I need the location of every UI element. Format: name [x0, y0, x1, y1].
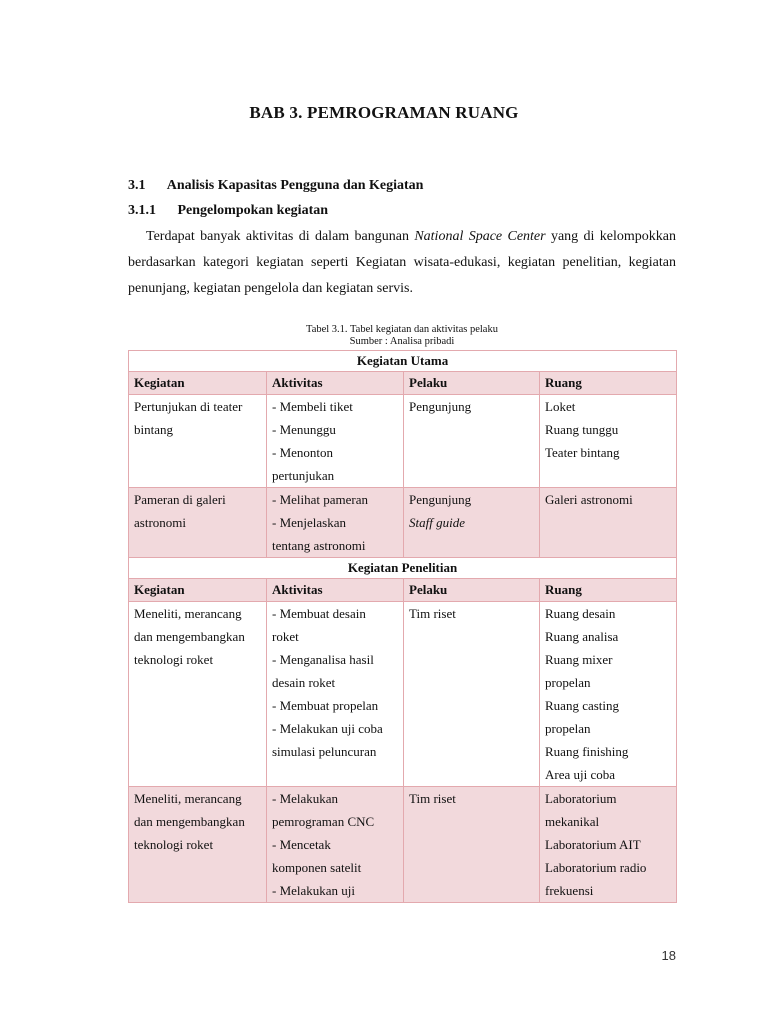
cell-line: Ruang analisa: [545, 629, 619, 644]
column-header: Ruang: [540, 372, 677, 395]
table-caption: [128, 324, 676, 348]
cell-line: pertunjukan: [272, 468, 335, 483]
cell-line: Ruang mixer: [545, 652, 613, 667]
cell-line: frekuensi: [545, 883, 594, 898]
cell-line: Meneliti, merancang: [134, 791, 242, 806]
cell-line: - Melakukan uji coba: [272, 721, 383, 736]
cell-line: dan mengembangkan: [134, 814, 245, 829]
column-header: Pelaku: [404, 372, 540, 395]
cell-line: pemrograman CNC: [272, 814, 375, 829]
column-header: Ruang: [540, 579, 677, 602]
cell-line: propelan: [545, 721, 591, 736]
table-row: [129, 602, 677, 787]
cell-line: - Menganalisa hasil: [272, 652, 374, 667]
table-cell-aktivitas: [267, 488, 404, 558]
subsection-number: 3.1.1: [128, 203, 156, 218]
table-cell-ruang: [540, 395, 677, 488]
paragraph-text: Terdapat banyak aktivitas di dalam bangunan: [146, 229, 415, 244]
table-cell-kegiatan: [129, 787, 267, 903]
cell-line: tentang astronomi: [272, 538, 366, 553]
cell-line: - Menunggu: [272, 422, 336, 437]
cell-line: Staff guide: [409, 515, 465, 530]
column-header: Aktivitas: [267, 372, 404, 395]
table-row: [129, 395, 677, 488]
cell-line: teknologi roket: [134, 837, 214, 852]
cell-line: Laboratorium radio: [545, 860, 647, 875]
caption-title: Tabel 3.1. Tabel kegiatan dan aktivitas pelaku: [306, 324, 498, 335]
table-cell-ruang: [540, 787, 677, 903]
cell-line: Pertunjukan di teater: [134, 399, 243, 414]
section-number: 3.1: [128, 178, 146, 193]
table-row: [129, 787, 677, 903]
paragraph-emphasis: National Space Center: [414, 229, 546, 244]
table-cell-ruang: [540, 602, 677, 787]
cell-line: - Mencetak: [272, 837, 331, 852]
section-row: [129, 351, 677, 372]
table-cell-pelaku: [404, 787, 540, 903]
cell-line: Pengunjung: [409, 492, 472, 507]
section-title: Kegiatan Penelitian: [129, 558, 677, 579]
caption-source: Sumber : Analisa pribadi: [349, 336, 455, 347]
column-header: Kegiatan: [129, 579, 267, 602]
section-heading: [128, 178, 423, 194]
cell-line: Ruang finishing: [545, 744, 629, 759]
cell-line: - Melakukan uji: [272, 883, 356, 898]
cell-line: - Membeli tiket: [272, 399, 353, 414]
table-cell-aktivitas: [267, 395, 404, 488]
cell-line: - Menonton: [272, 445, 334, 460]
cell-line: - Melihat pameran: [272, 492, 369, 507]
cell-line: dan mengembangkan: [134, 629, 245, 644]
cell-line: Galeri astronomi: [545, 492, 633, 507]
cell-line: teknologi roket: [134, 652, 214, 667]
table-cell-pelaku: [404, 488, 540, 558]
table-cell-kegiatan: [129, 488, 267, 558]
section-title: Kegiatan Utama: [129, 351, 677, 372]
cell-line: - Membuat propelan: [272, 698, 379, 713]
column-header: Pelaku: [404, 579, 540, 602]
column-header: Kegiatan: [129, 372, 267, 395]
cell-line: bintang: [134, 422, 173, 437]
column-header-row: [129, 372, 677, 395]
subsection-heading: [128, 203, 328, 219]
table-cell-ruang: [540, 488, 677, 558]
cell-line: - Menjelaskan: [272, 515, 347, 530]
cell-line: komponen satelit: [272, 860, 362, 875]
subsection-title: Pengelompokan kegiatan: [177, 203, 329, 218]
cell-line: roket: [272, 629, 299, 644]
cell-line: propelan: [545, 675, 591, 690]
cell-line: Teater bintang: [545, 445, 620, 460]
cell-line: Pameran di galeri: [134, 492, 226, 507]
page-number: 18: [661, 948, 676, 963]
table-cell-pelaku: [404, 602, 540, 787]
column-header-row: [129, 579, 677, 602]
chapter-title: BAB 3. PEMROGRAMAN RUANG: [249, 103, 519, 122]
cell-line: Tim riset: [409, 791, 456, 806]
paragraph-text-end: yang di kelompokkan berdasarkan kategori kegiatan seperti Kegiatan wisata-edukasi, kegiatan penelitian, kegiatan penunjang, kegiatan pengelola dan kegiatan servis.: [128, 229, 676, 296]
table-cell-aktivitas: [267, 787, 404, 903]
cell-line: mekanikal: [545, 814, 600, 829]
cell-line: Meneliti, merancang: [134, 606, 242, 621]
cell-line: Ruang casting: [545, 698, 620, 713]
cell-line: desain roket: [272, 675, 336, 690]
table-cell-aktivitas: [267, 602, 404, 787]
cell-line: Area uji coba: [545, 767, 616, 782]
cell-line: simulasi peluncuran: [272, 744, 377, 759]
cell-line: Laboratorium: [545, 791, 617, 806]
cell-line: Ruang tunggu: [545, 422, 619, 437]
table-cell-kegiatan: [129, 395, 267, 488]
cell-line: Loket: [545, 399, 576, 414]
section-title: Analisis Kapasitas Pengguna dan Kegiatan: [166, 178, 424, 193]
cell-line: Ruang desain: [545, 606, 616, 621]
activity-table: [128, 350, 677, 903]
table-row: [129, 488, 677, 558]
cell-line: - Membuat desain: [272, 606, 366, 621]
cell-line: astronomi: [134, 515, 186, 530]
cell-line: Pengunjung: [409, 399, 472, 414]
body-paragraph: [128, 224, 676, 302]
table-cell-kegiatan: [129, 602, 267, 787]
section-row: [129, 558, 677, 579]
cell-line: Tim riset: [409, 606, 456, 621]
cell-line: - Melakukan: [272, 791, 339, 806]
cell-line: Laboratorium AIT: [545, 837, 641, 852]
column-header: Aktivitas: [267, 579, 404, 602]
table-cell-pelaku: [404, 395, 540, 488]
